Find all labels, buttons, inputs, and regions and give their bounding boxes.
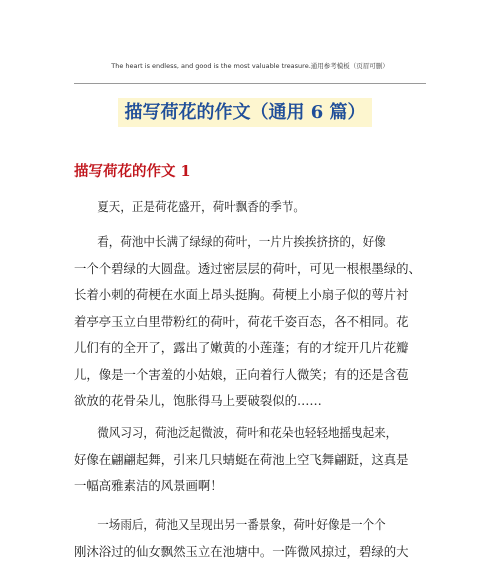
paragraph-line: 微风习习，荷池泛起微波，荷叶和花朵也轻轻地摇曳起来， (97, 425, 398, 440)
paragraph-line: 儿，像是一个害羞的小姑娘，正向着行人微笑；有的还是含苞 (74, 366, 409, 382)
document-title-highlight (118, 98, 372, 127)
paragraph-2 (74, 229, 434, 415)
paragraph-line: 一场雨后，荷池又呈现出另一番景象，荷叶好像是一个个 (97, 517, 386, 532)
paragraph-line: 着亭亭玉立白里带粉红的荷叶，荷花千姿百态，各不相同。花 (74, 313, 409, 329)
paragraph-line: 夏天，正是荷花盛开，荷叶飘香的季节。 (97, 199, 305, 214)
page-header-tagline: The heart is endless, and good is the most valuable treasure.通用参考模板（页眉可删） (111, 62, 389, 70)
paragraph-line: 长着小刺的荷梗在水面上昂头挺胸。荷梗上小扇子似的萼片衬 (74, 287, 409, 302)
paragraph-line: 欲放的花骨朵儿，饱胀得马上要破裂似的…… (74, 393, 322, 408)
header-divider (74, 83, 426, 84)
paragraph-1 (74, 194, 434, 221)
paragraph-line: 刚沐浴过的仙女飘然玉立在池塘中。一阵微风掠过，碧绿的大 (74, 543, 409, 559)
paragraph-3 (74, 420, 434, 500)
section-title: 描写荷花的作文 1 (74, 163, 191, 180)
paragraph-line: 看，荷池中长满了绿绿的荷叶，一片片挨挨挤挤的，好像 (97, 234, 386, 249)
paragraph-line: 好像在翩翩起舞，引来几只蜻蜓在荷池上空飞舞翩跹，这真是 (74, 451, 409, 467)
paragraph-4 (74, 512, 434, 565)
paragraph-line: 一幅高雅素洁的风景画啊！ (74, 478, 223, 493)
paragraph-line: 一个个碧绿的大圆盘。透过密层层的荷叶，可见一根根墨绿的、 (74, 260, 421, 276)
document-title: 描写荷花的作文（通用 6 篇） (124, 102, 366, 123)
paragraph-line: 儿们有的全开了，露出了嫩黄的小莲蓬；有的才绽开几片花瓣 (74, 340, 409, 355)
